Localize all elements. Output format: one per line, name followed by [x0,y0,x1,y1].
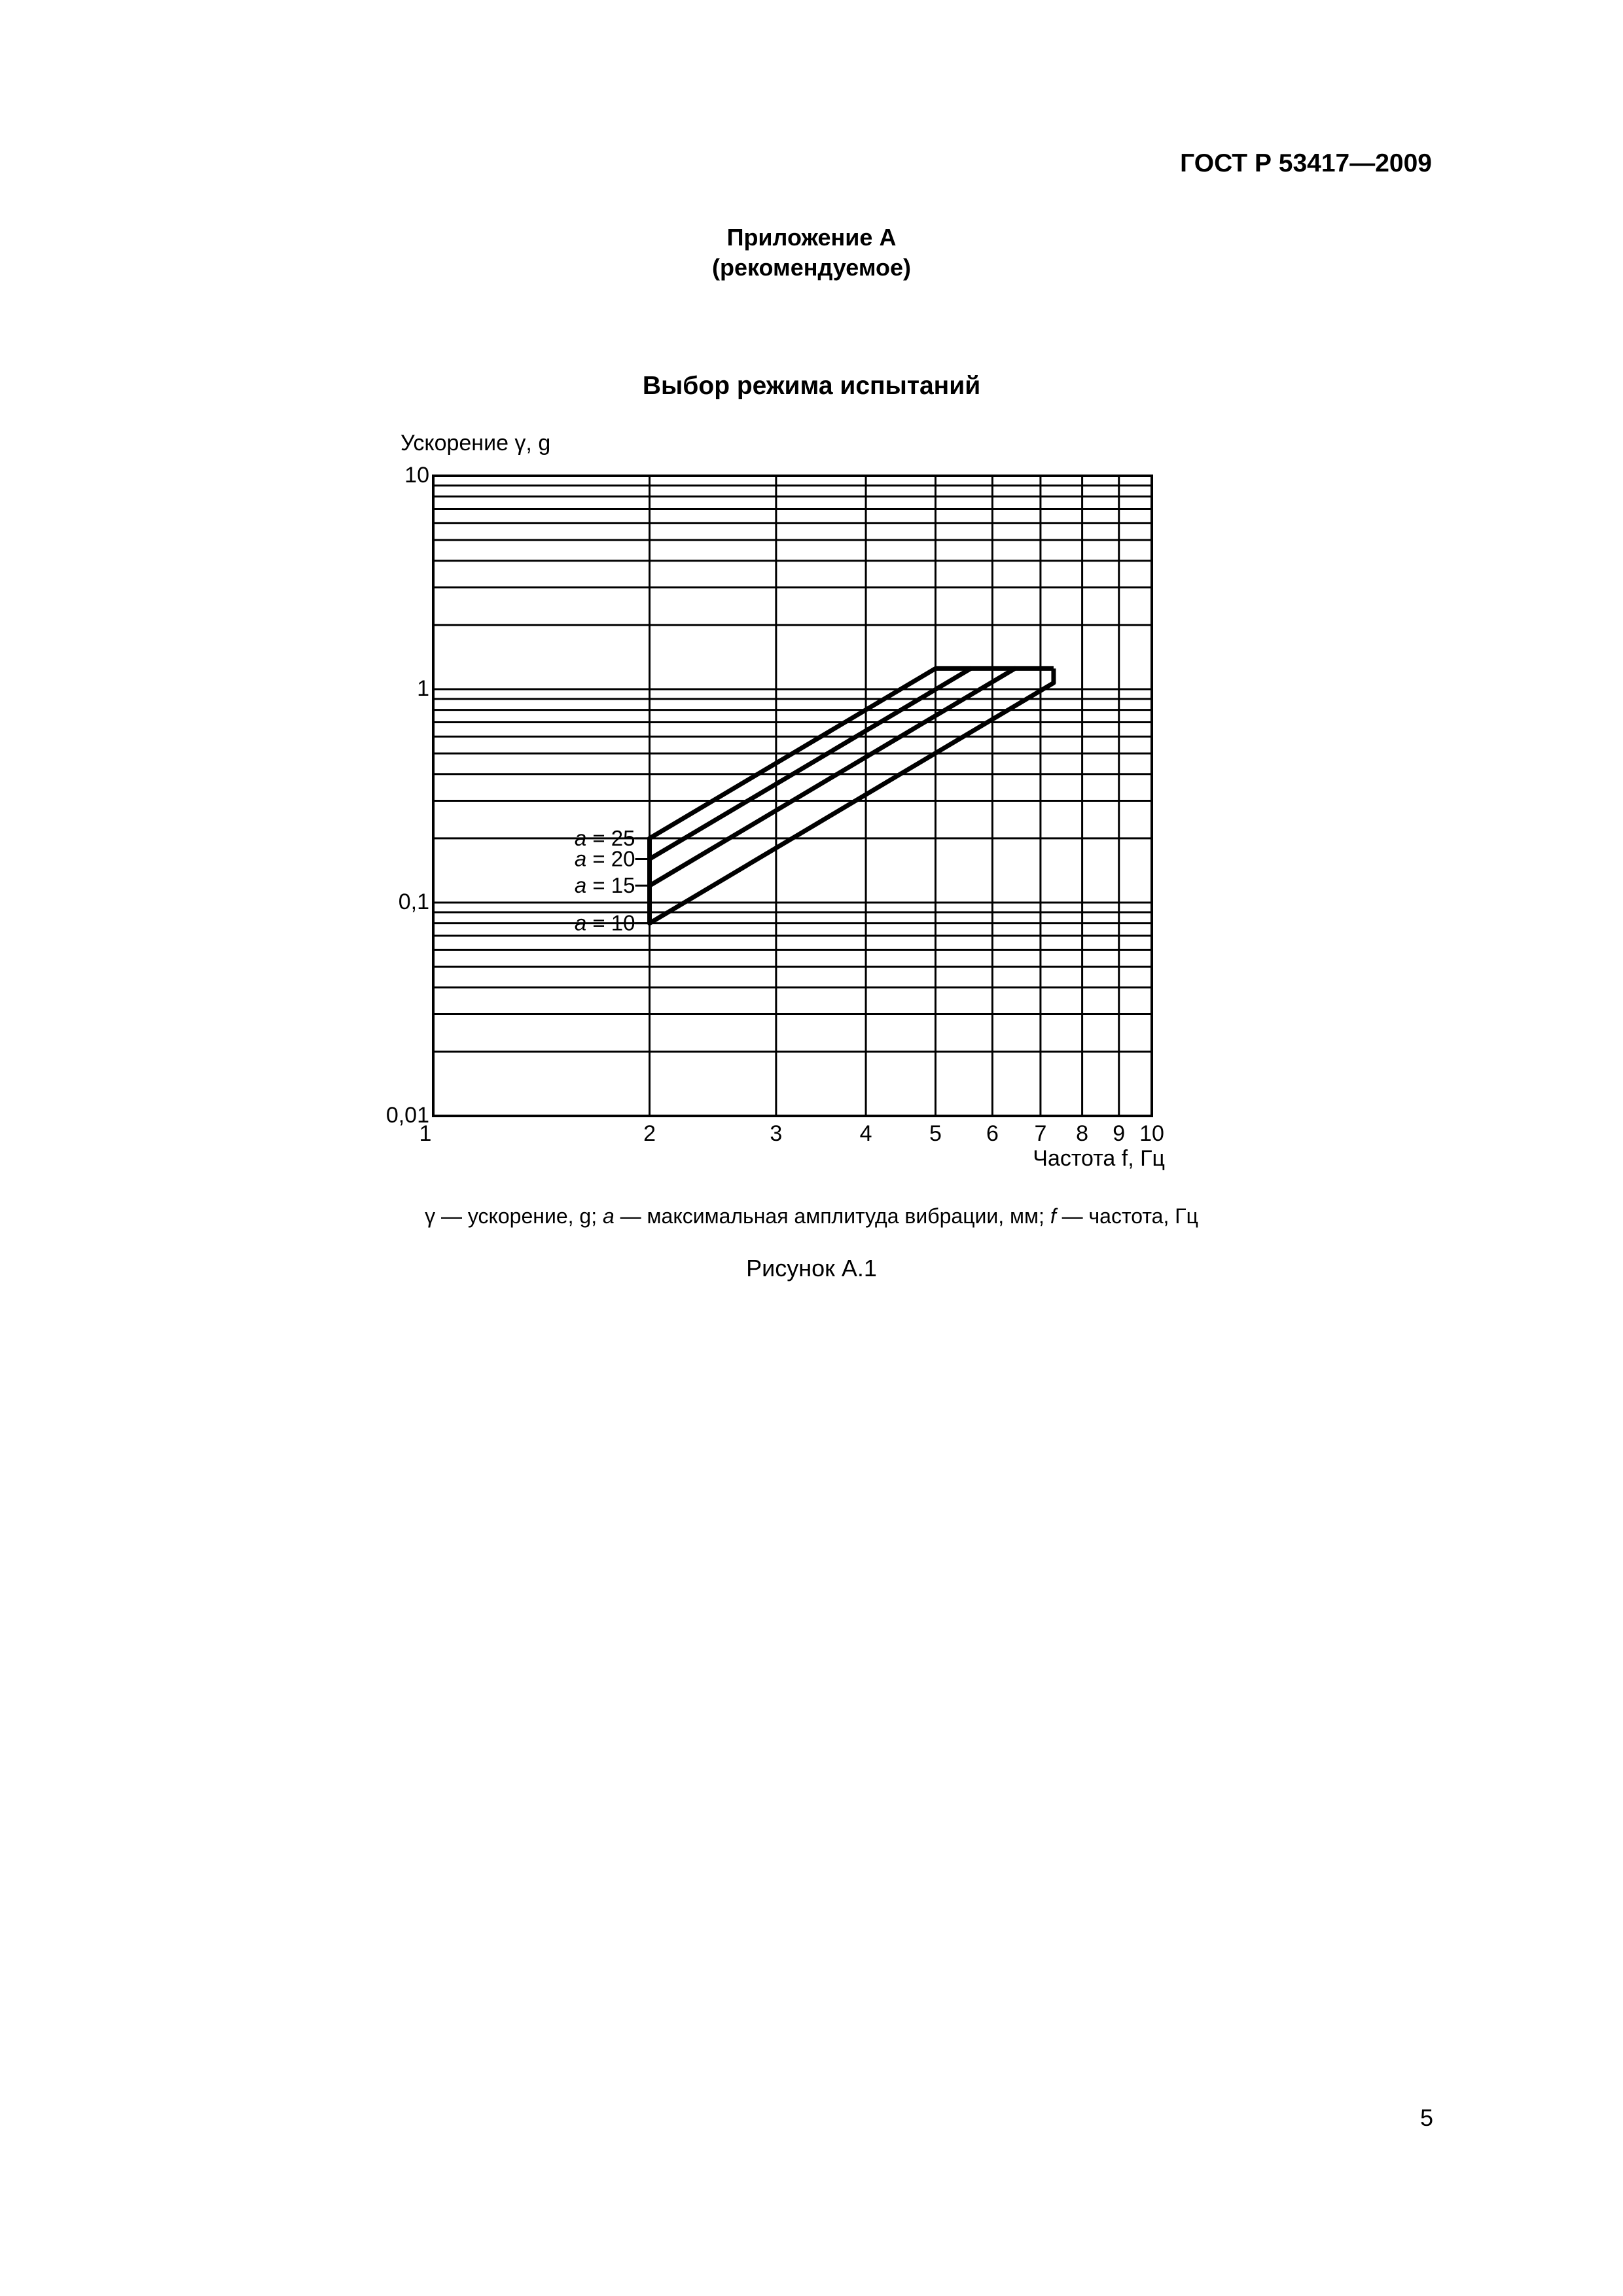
series-line [650,668,1015,886]
legend-part-3: — частота, Гц [1056,1204,1198,1228]
series-label: a = 10 [574,910,635,935]
chart-grid [433,476,1152,1116]
y-tick-label: 0,01 [385,1103,429,1128]
figure-caption: Рисунок А.1 [746,1255,877,1282]
plot-frame [433,476,1152,1116]
x-tick-label: 5 [929,1121,942,1146]
appendix-title: Приложение А [726,224,897,251]
standard-number: ГОСТ Р 53417—2009 [1180,149,1432,177]
x-tick-label: 7 [1034,1121,1047,1146]
series-label: a = 20 [574,846,635,871]
figure-title: Выбор режима испытаний [642,372,981,400]
legend-symbol-a: a [602,1204,615,1228]
y-tick-label: 10 [404,463,429,488]
series-label: a = 15 [574,873,635,898]
appendix-subtitle: (рекомендуемое) [712,254,911,281]
y-axis-label: Ускорение γ, g [401,431,551,456]
x-tick-label: 2 [643,1121,656,1146]
series-line [650,668,971,859]
legend-part-2: — максимальная амплитуда вибрации, мм; [614,1204,1050,1228]
x-tick-label: 1 [419,1121,432,1146]
y-tick-label: 0,1 [398,889,429,914]
x-tick-label: 4 [859,1121,872,1146]
x-tick-label: 9 [1113,1121,1126,1146]
series-label: a = 25 [574,825,635,850]
legend-symbol-f: f [1050,1204,1056,1228]
figure-legend [0,1204,1623,1229]
x-tick-label: 6 [986,1121,999,1146]
x-tick-label: 10 [1139,1121,1164,1146]
x-axis-label: Частота f, Гц [1033,1146,1165,1171]
page-number: 5 [1419,2104,1433,2131]
legend-part-1: γ — ускорение, g; [425,1204,603,1228]
x-tick-label: 8 [1076,1121,1089,1146]
y-tick-label: 1 [417,676,429,701]
x-tick-label: 3 [770,1121,783,1146]
